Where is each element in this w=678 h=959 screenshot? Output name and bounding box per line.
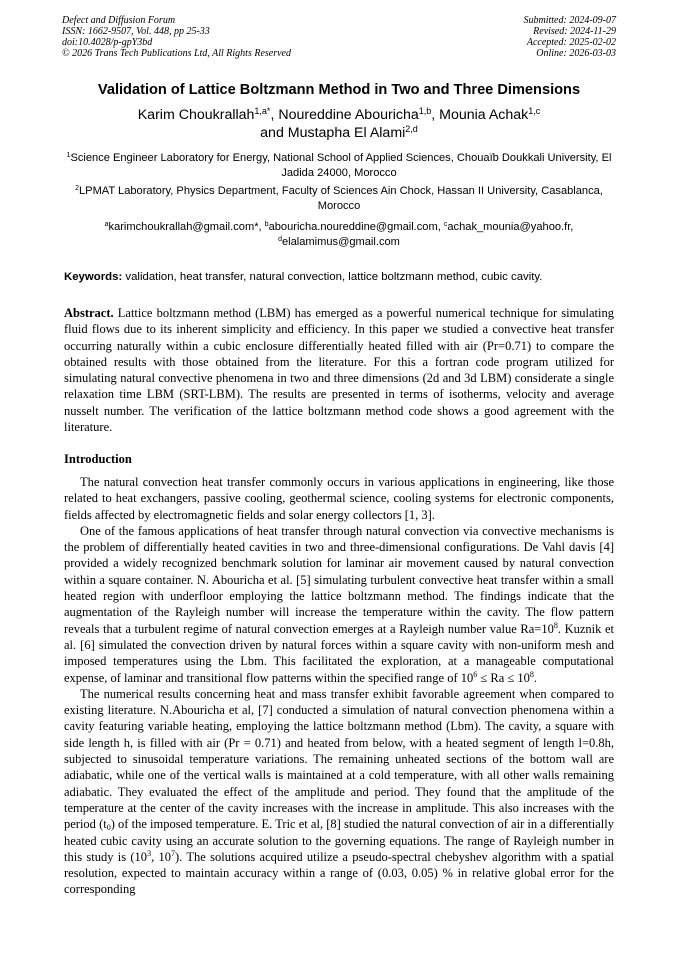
author-emails: $^a$karimchoukrallah@gmail.com*, $^b$abouricha.noureddine@gmail.com, $^c$achak_mounia@yahoo.fr, $^d$elalamimus@gmail.com — [104, 221, 574, 248]
author-affiliation-mark: 1,c — [528, 106, 541, 116]
superscript: 8 — [553, 620, 558, 630]
doi[interactable]: doi:10.4028/p-gpY3bd — [62, 37, 153, 48]
superscript: 3 — [147, 848, 152, 858]
author-affiliation-mark: 2,d — [405, 124, 418, 134]
email-link[interactable]: abouricha.noureddine@gmail.com — [268, 221, 438, 233]
text-run: ≤ Ra ≤ 10 — [477, 670, 530, 685]
text-run: . — [533, 670, 537, 685]
author-affiliation-mark: 1,b — [418, 106, 432, 116]
affiliation-text: LPMAT Laboratory, Physics Department, Faculty of Sciences Ain Chock, Hassan II University, Casablanca, Morocco — [79, 185, 603, 212]
subscript: 0 — [106, 823, 111, 833]
keywords — [64, 271, 624, 283]
author-name: Mounia Achak — [439, 107, 529, 123]
superscript: 7 — [171, 848, 175, 858]
paragraph: The natural convection heat transfer commonly occurs in various applications in engineering, like those related to heat exchangers, passive cooling, geothermal science, cooling systems for electronic components, fields affected by electromagnetic fields and solar energy collectors [1, 3]. — [64, 475, 614, 522]
abstract-label: Abstract. — [64, 306, 114, 320]
abstract-text: Lattice boltzmann method (LBM) has emerged as a powerful numerical technique for simulating fluid flows due to its inherent simplicity and efficiency. In this paper we studied a convective heat transfer occurring naturally within a cubic enclosure differentially heated filled with air (Pr=0.71) to compare the obtained results with those obtained from the literature. For this a fortran code program utilized for simulating natural convective phenomena in two and three dimensions (2d and 3d LBM) considerate a single relaxation time LBM (SRT-LBM). The results are presented in terms of isotherms, velocity and average nusselt number. The verification of the lattice boltzmann method code shows a good agreement with the literature. — [64, 306, 615, 435]
email-link[interactable]: elalamimus@gmail.com — [281, 236, 400, 248]
affiliation-mark: 1 — [66, 152, 71, 159]
text-run: , 10 — [151, 849, 171, 864]
text-run: The numerical results concerning heat and mass transfer exhibit favorable agreement when compared to existing literature. N.Abouricha et al, [7] conducted a simulation of natural convection phenomena within a cavity featuring variable heating, employing the lattice boltzmann method (Lbm). The cavity, a square with side length h, is filled with air (Pr = 0.71) and heated from below, with a heated segment of length l=0.8h, subjected to sinusoidal temperature variations. The remaining unheated sections of the bottom wall are adiabatic, while one of the vertical walls is maintained at a cold temperature, with all other walls remaining adiabatic. They evaluated the effect of the amplitude and period. They found that the amplitude of the temperature at the center of the cavity increases with the increase in amplitude. This also increases with the period (t — [64, 686, 614, 832]
section-heading-introduction: Introduction — [64, 452, 132, 466]
journal-header-left — [62, 15, 291, 59]
abstract — [64, 305, 614, 435]
author-name: Mustapha El Alami — [287, 125, 406, 141]
author-affiliation-mark: 1,a* — [254, 106, 271, 116]
email-link[interactable]: achak_mounia@yahoo.fr — [447, 221, 571, 233]
issn-volume: ISSN: 1662-9507, Vol. 448, pp 25-33 — [62, 26, 210, 37]
text-run: . Kuznik et al. [6] simulated the convection driven by natural forces within a square cavity with non-uniform mesh and imposed temperatures using the Lbm. This facilitated the exploration, at a manageable computational expense, of laminar and transitional flow patterns within the specified range of 10 — [64, 621, 614, 685]
superscript: 8 — [529, 669, 534, 679]
journal-name: Defect and Diffusion Forum — [62, 15, 176, 26]
journal-header-right — [524, 15, 617, 59]
email-mark: b — [264, 221, 269, 228]
keywords-text: validation, heat transfer, natural convection, lattice boltzmann method, cubic cavity. — [125, 271, 543, 283]
accepted-date: Accepted: 2025-02-02 — [526, 37, 616, 48]
online-date: Online: 2026-03-03 — [536, 48, 616, 59]
affiliation-mark: 2 — [75, 185, 79, 192]
paragraph — [64, 523, 614, 686]
affiliation — [60, 151, 618, 181]
email-mark: a — [104, 221, 109, 228]
email-mark: d — [278, 236, 282, 243]
author-list: Karim Choukrallah$^{1,a*}$, Noureddine Abouricha$^{1,b}$, Mounia Achak$^{1,c}$ and Mustapha El Alami$^{2,d}$ — [137, 106, 541, 141]
email-mark: c — [443, 221, 448, 228]
author-name: Noureddine Abouricha — [278, 107, 419, 123]
paragraph — [64, 686, 614, 898]
submitted-date: Submitted: 2024-09-07 — [523, 15, 616, 26]
text-run: ) of the imposed temperature. E. Tric et al, [8] studied the natural convection of air in a differentially heated cubic cavity using an accurate solution to the governing equations. The range of Rayleigh number in this study is (10 — [64, 817, 615, 864]
email-link[interactable]: karimchoukrallah@gmail.com — [108, 221, 255, 233]
paper-title: Validation of Lattice Boltzmann Method in Two and Three Dimensions — [97, 82, 581, 98]
affiliation-text: Science Engineer Laboratory for Energy, National School of Applied Sciences, Chouaïb Doukkali University, El Jadida 24000, Morocco — [70, 152, 612, 179]
author-conjunction: and — [260, 125, 284, 141]
text-run: ). The solutions acquired utilize a pseudo-spectral chebyshev algorithm with a spatial resolution, expected to maintain accuracy within a range of (0.03, 0.05) % in relative global error for the corresponding — [64, 849, 614, 897]
author-name: Karim Choukrallah — [137, 107, 255, 123]
introduction-body — [64, 474, 614, 898]
revised-date: Revised: 2024-11-29 — [533, 26, 616, 37]
superscript: 6 — [473, 669, 478, 679]
copyright: © 2026 Trans Tech Publications Ltd, All Rights Reserved — [62, 48, 291, 59]
text-run: One of the famous applications of heat transfer through natural convection via convective mechanisms is the problem of differentially heated cavities in two and three-dimensional configurations. De Vahl davis [4] provided a widely recognized benchmark solution for laminar air movement caused by natural convection within a square container. N. Abouricha et al. [5] simulating turbulent convective heat transfer within a small heated region with underfloor employing the lattice boltzmann method. The findings indicate that the augmentation of the Rayleigh number will increase the temperature within the cavity. The flow pattern reveals that a turbulent regime of natural convection emerges at a Rayleigh number value Ra=10 — [64, 523, 614, 636]
keywords-label: Keywords: — [64, 271, 123, 283]
affiliation — [60, 184, 618, 214]
